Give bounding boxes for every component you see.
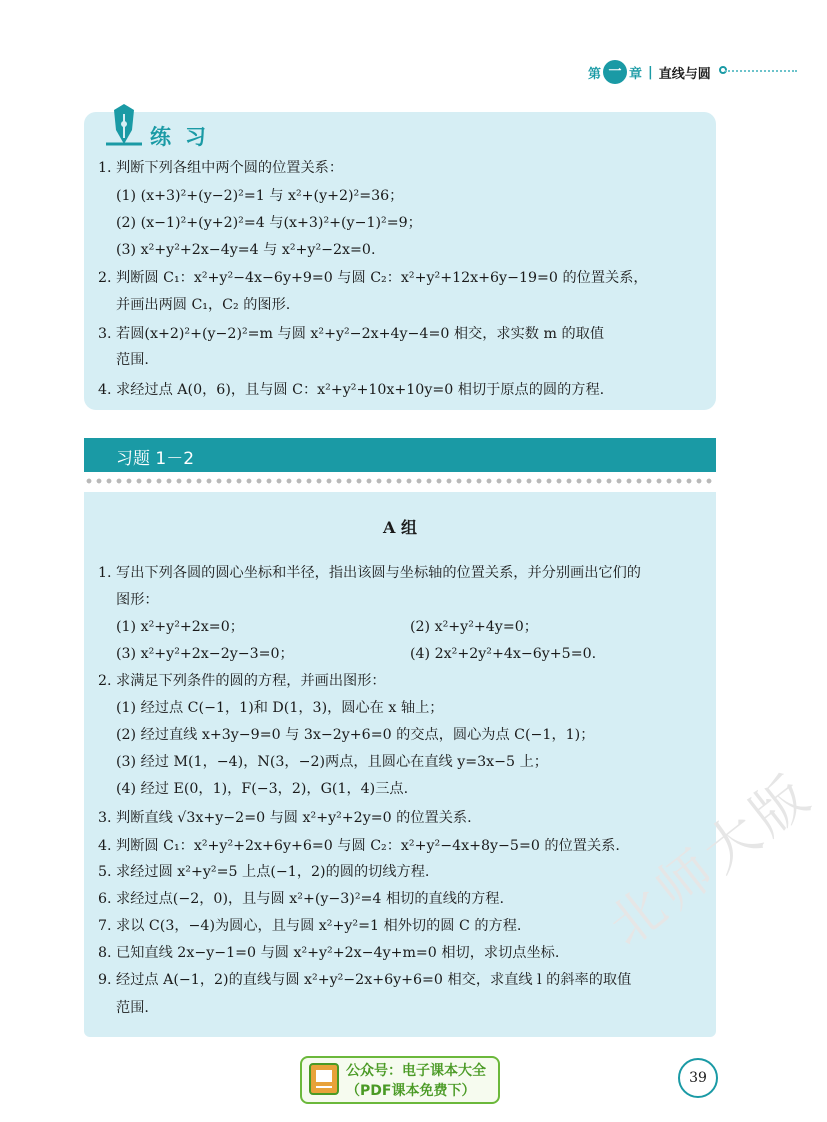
exercise-line: 9. 经过点 A(−1，2)的直线与圆 x²+y²−2x+6y+6=0 相交，求直线 l 的斜率的取值 bbox=[98, 972, 632, 988]
exercise-line: (2) x²+y²+4y=0； bbox=[410, 619, 538, 635]
exercise-line: (4) 经过 E(0，1)，F(−3，2)，G(1，4)三点. bbox=[116, 781, 409, 797]
group-heading: A 组 bbox=[383, 518, 417, 537]
practice-line: (3) x²+y²+2x−4y=4 与 x²+y²−2x=0. bbox=[116, 242, 376, 258]
badge-line-2: （PDF课本免费下） bbox=[346, 1083, 476, 1099]
chapter-prefix: 第 bbox=[588, 66, 602, 82]
exercise-line: 范围. bbox=[116, 1000, 149, 1016]
exercise-line: (1) x²+y²+2x=0； bbox=[116, 619, 244, 635]
book-icon bbox=[308, 1062, 340, 1096]
header-dotted-rule bbox=[725, 70, 797, 74]
exercise-line: 7. 求以 C(3，−4)为圆心，且与圆 x²+y²=1 相外切的圆 C 的方程. bbox=[98, 918, 522, 934]
practice-line: (1) (x+3)²+(y−2)²=1 与 x²+(y+2)²=36； bbox=[116, 188, 404, 204]
exercise-line: (3) 经过 M(1，−4)，N(3，−2)两点，且圆心在直线 y=3x−5 上； bbox=[116, 754, 548, 770]
practice-box bbox=[84, 112, 716, 410]
exercise-line: (4) 2x²+2y²+4x−6y+5=0. bbox=[410, 646, 597, 662]
practice-line: 3. 若圆(x+2)²+(y−2)²=m 与圆 x²+y²−2x+4y−4=0 相交，求实数 m 的取值 bbox=[98, 326, 605, 342]
exercise-line: 4. 判断圆 C₁：x²+y²+2x+6y+6=0 与圆 C₂：x²+y²−4x+8y−5=0 的位置关系. bbox=[98, 838, 620, 854]
chapter-suffix: 章 bbox=[629, 66, 643, 82]
chapter-title: 直线与圆 bbox=[658, 66, 711, 82]
publisher-watermark: 北师大版 bbox=[596, 760, 825, 959]
exercise-line: 2. 求满足下列条件的圆的方程，并画出图形： bbox=[98, 673, 386, 689]
practice-title: 练习 bbox=[150, 125, 220, 149]
exercise-line: (2) 经过直线 x+3y−9=0 与 3x−2y+6=0 的交点，圆心为点 C(−1，1)； bbox=[116, 727, 595, 743]
practice-line: 4. 求经过点 A(0，6)，且与圆 C：x²+y²+10x+10y=0 相切于原点的圆的方程. bbox=[98, 382, 605, 398]
pen-nib-icon bbox=[104, 100, 144, 148]
badge-line-1: 公众号：电子课本大全 bbox=[346, 1063, 486, 1079]
header-separator: | bbox=[648, 64, 653, 80]
practice-line: 1. 判断下列各组中两个圆的位置关系： bbox=[98, 160, 344, 176]
exercise-line: (3) x²+y²+2x−2y−3=0； bbox=[116, 646, 294, 662]
exercise-line: 8. 已知直线 2x−y−1=0 与圆 x²+y²+2x−4y+m=0 相切，求切点坐标. bbox=[98, 945, 560, 961]
exercise-line: 1. 写出下列各圆的圆心坐标和半径，指出该圆与坐标轴的位置关系，并分别画出它们的 bbox=[98, 565, 641, 581]
practice-line: (2) (x−1)²+(y+2)²=4 与(x+3)²+(y−1)²=9； bbox=[116, 215, 422, 231]
page-number: 39 bbox=[689, 1070, 707, 1086]
chapter-number: 一 bbox=[603, 60, 627, 84]
exercise-line: 图形： bbox=[116, 592, 159, 608]
practice-line: 范围. bbox=[116, 352, 149, 368]
chapter-header bbox=[588, 58, 711, 86]
practice-line: 并画出两圆 C₁，C₂ 的图形. bbox=[116, 297, 291, 313]
exercise-line: 6. 求经过点(−2，0)，且与圆 x²+(y−3)²=4 相切的直线的方程. bbox=[98, 891, 504, 907]
exercise-line: 5. 求经过圆 x²+y²=5 上点(−1，2)的圆的切线方程. bbox=[98, 864, 430, 880]
exercise-title: 习题 1－2 bbox=[116, 449, 195, 469]
practice-line: 2. 判断圆 C₁：x²+y²−4x−6y+9=0 与圆 C₂：x²+y²+12x+6y−19=0 的位置关系， bbox=[98, 270, 648, 286]
exercise-line: (1) 经过点 C(−1，1)和 D(1，3)，圆心在 x 轴上； bbox=[116, 700, 444, 716]
dotted-divider bbox=[84, 478, 716, 484]
exercise-line: 3. 判断直线 √3x+y−2=0 与圆 x²+y²+2y=0 的位置关系. bbox=[98, 810, 472, 826]
